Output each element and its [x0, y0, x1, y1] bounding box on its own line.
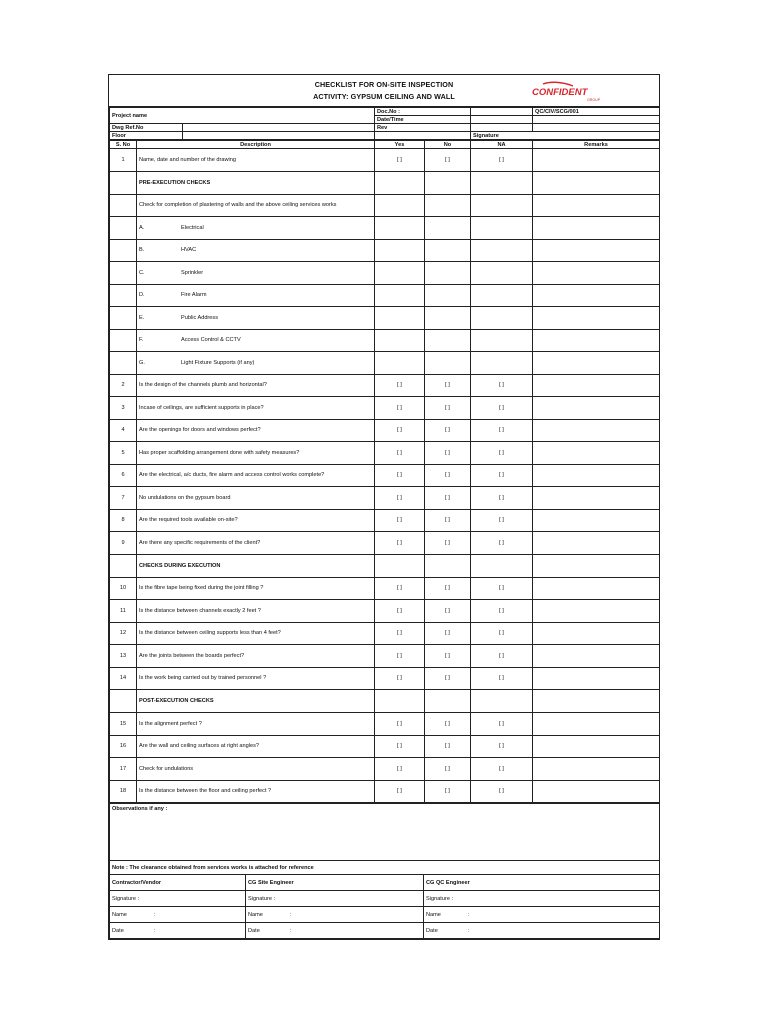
row-number: 11 — [110, 600, 137, 623]
remarks-field[interactable] — [533, 622, 660, 645]
check-na-box[interactable]: [ ] — [471, 780, 533, 803]
check-na-box — [471, 307, 533, 330]
check-na-box — [471, 554, 533, 577]
checklist-table — [109, 140, 660, 803]
section-header-row — [110, 690, 660, 713]
check-yes-box[interactable]: [ ] — [375, 419, 425, 442]
info-row-project — [110, 108, 660, 116]
row-number: 2 — [110, 374, 137, 397]
check-yes-box[interactable]: [ ] — [375, 532, 425, 555]
check-na-box[interactable]: [ ] — [471, 713, 533, 736]
checklist-sheet — [108, 74, 660, 940]
check-no-box[interactable]: [ ] — [425, 735, 471, 758]
row-number: 16 — [110, 735, 137, 758]
check-no-box — [425, 239, 471, 262]
row-description — [137, 352, 375, 375]
check-na-box[interactable]: [ ] — [471, 487, 533, 510]
row-description: Is the fibre tape being fixed during the joint filling ? — [137, 577, 375, 600]
table-row — [110, 735, 660, 758]
info-row-floor — [110, 132, 660, 140]
floor-label: Floor — [110, 132, 183, 140]
date-time-label: Date/Time — [375, 116, 471, 124]
row-description — [137, 239, 375, 262]
contractor-vendor-header: Contractor/Vendor — [110, 875, 246, 891]
check-yes-box[interactable]: [ ] — [375, 645, 425, 668]
check-na-box[interactable]: [ ] — [471, 758, 533, 781]
remarks-field[interactable] — [533, 171, 660, 194]
contractor-name-field[interactable] — [110, 907, 246, 923]
confident-group-logo — [529, 81, 609, 103]
table-row — [110, 307, 660, 330]
row-description: PRE-EXECUTION CHECKS — [137, 171, 375, 194]
check-na-box[interactable]: [ ] — [471, 149, 533, 172]
date-label: Date — [426, 927, 438, 934]
row-number: 4 — [110, 419, 137, 442]
remarks-field[interactable] — [533, 329, 660, 352]
check-no-box — [425, 171, 471, 194]
remarks-field[interactable] — [533, 284, 660, 307]
check-na-box — [471, 262, 533, 285]
check-no-box[interactable]: [ ] — [425, 600, 471, 623]
check-yes-box[interactable]: [ ] — [375, 487, 425, 510]
check-no-box[interactable]: [ ] — [425, 667, 471, 690]
row-description: Is the distance between the floor and ceiling perfect ? — [137, 780, 375, 803]
remarks-field[interactable] — [533, 509, 660, 532]
check-yes-box — [375, 284, 425, 307]
date-colon: : — [468, 927, 470, 934]
table-row — [110, 262, 660, 285]
site-engineer-signature-field[interactable]: Signature : — [246, 891, 424, 907]
table-row — [110, 600, 660, 623]
check-na-box[interactable]: [ ] — [471, 442, 533, 465]
section-header-row — [110, 554, 660, 577]
row-number: 9 — [110, 532, 137, 555]
check-no-box — [425, 352, 471, 375]
sub-item-prefix: B. — [139, 247, 145, 254]
row-description: Are the required tools available on-site? — [137, 509, 375, 532]
qc-engineer-name-field[interactable] — [424, 907, 660, 923]
check-no-box — [425, 554, 471, 577]
remarks-field[interactable] — [533, 487, 660, 510]
check-na-box[interactable]: [ ] — [471, 735, 533, 758]
sub-item-label: Electrical — [181, 224, 204, 231]
row-description: Is the distance between channels exactly 2 feet ? — [137, 600, 375, 623]
row-number — [110, 171, 137, 194]
row-number: 12 — [110, 622, 137, 645]
remarks-field[interactable] — [533, 194, 660, 217]
check-no-box[interactable]: [ ] — [425, 442, 471, 465]
row-description: Has proper scaffolding arrangement done with safety measures? — [137, 442, 375, 465]
col-sno-header: S. No — [110, 141, 137, 149]
row-description: Check for undulations — [137, 758, 375, 781]
doc-no-label: Doc.No : — [375, 108, 471, 116]
check-yes-box[interactable]: [ ] — [375, 509, 425, 532]
row-number — [110, 262, 137, 285]
check-no-box[interactable]: [ ] — [425, 645, 471, 668]
check-na-box — [471, 329, 533, 352]
observations-row — [110, 804, 660, 861]
check-yes-box — [375, 307, 425, 330]
document-header — [109, 75, 659, 107]
date-colon: : — [290, 927, 292, 934]
signoff-name-row — [110, 907, 660, 923]
name-colon: : — [468, 911, 470, 918]
check-na-box — [471, 352, 533, 375]
row-description: POST-EXECUTION CHECKS — [137, 690, 375, 713]
sub-item-prefix: G. — [139, 359, 145, 366]
col-no-header: No — [425, 141, 471, 149]
check-yes-box[interactable]: [ ] — [375, 442, 425, 465]
remarks-field[interactable] — [533, 352, 660, 375]
check-no-box[interactable]: [ ] — [425, 419, 471, 442]
row-description: Is the design of the channels plumb and horizontal? — [137, 374, 375, 397]
row-number: 18 — [110, 780, 137, 803]
row-description: Incase of ceilings, are sufficient supports in place? — [137, 397, 375, 420]
table-row — [110, 645, 660, 668]
check-yes-box[interactable]: [ ] — [375, 622, 425, 645]
row-number: 15 — [110, 713, 137, 736]
sub-item-label: Access Control & CCTV — [181, 337, 241, 344]
row-description — [137, 262, 375, 285]
signature-label: Signature — [471, 132, 660, 140]
row-description: Is the alignment perfect ? — [137, 713, 375, 736]
check-na-box[interactable]: [ ] — [471, 419, 533, 442]
check-no-box — [425, 262, 471, 285]
check-no-box — [425, 194, 471, 217]
check-na-box — [471, 217, 533, 240]
check-na-box[interactable]: [ ] — [471, 645, 533, 668]
check-no-box[interactable]: [ ] — [425, 374, 471, 397]
check-na-box — [471, 239, 533, 262]
row-number: 5 — [110, 442, 137, 465]
table-row — [110, 217, 660, 240]
check-yes-box[interactable]: [ ] — [375, 735, 425, 758]
row-description: Name, date and number of the drawing — [137, 149, 375, 172]
table-row — [110, 509, 660, 532]
check-no-box[interactable]: [ ] — [425, 464, 471, 487]
doc-no-spacer — [471, 108, 533, 116]
floor-extra-field[interactable] — [375, 132, 471, 140]
table-row — [110, 374, 660, 397]
check-yes-box[interactable]: [ ] — [375, 149, 425, 172]
name-label: Name — [426, 911, 441, 918]
row-number: 14 — [110, 667, 137, 690]
check-na-box — [471, 171, 533, 194]
row-number: 1 — [110, 149, 137, 172]
col-description-header: Description — [137, 141, 375, 149]
cg-site-engineer-header: CG Site Engineer — [246, 875, 424, 891]
check-yes-box[interactable]: [ ] — [375, 667, 425, 690]
remarks-field[interactable] — [533, 262, 660, 285]
remarks-field[interactable] — [533, 419, 660, 442]
rev-field[interactable] — [471, 124, 533, 132]
row-description: Are the wall and ceiling surfaces at right angles? — [137, 735, 375, 758]
table-row — [110, 194, 660, 217]
clearance-note: Note : The clearance obtained from services works is attached for reference — [110, 861, 660, 875]
remarks-field[interactable] — [533, 442, 660, 465]
cg-qc-engineer-header: CG QC Engineer — [424, 875, 660, 891]
table-row — [110, 149, 660, 172]
row-description — [137, 284, 375, 307]
check-yes-box — [375, 171, 425, 194]
signoff-date-row — [110, 923, 660, 939]
table-row — [110, 577, 660, 600]
site-engineer-date-field[interactable] — [246, 923, 424, 939]
table-row — [110, 284, 660, 307]
logo-text: CONFIDENT — [532, 87, 588, 98]
table-row — [110, 758, 660, 781]
floor-field[interactable] — [183, 132, 375, 140]
row-number: 10 — [110, 577, 137, 600]
table-row — [110, 713, 660, 736]
footer-table — [109, 803, 660, 939]
row-description: Is the distance between ceiling supports less than 4 feet? — [137, 622, 375, 645]
logo-subtext: GROUP — [587, 98, 601, 102]
project-info-table — [109, 107, 660, 140]
row-number: 8 — [110, 509, 137, 532]
info-row-dwg — [110, 124, 660, 132]
name-colon: : — [290, 911, 292, 918]
remarks-field[interactable] — [533, 217, 660, 240]
remarks-field[interactable] — [533, 374, 660, 397]
check-yes-box[interactable]: [ ] — [375, 758, 425, 781]
date-label: Date — [248, 927, 260, 934]
row-description: CHECKS DURING EXECUTION — [137, 554, 375, 577]
remarks-field[interactable] — [533, 645, 660, 668]
table-row — [110, 239, 660, 262]
name-label: Name — [248, 911, 263, 918]
dwg-ref-label: Dwg Ref.No — [110, 124, 183, 132]
row-number: 3 — [110, 397, 137, 420]
remarks-field[interactable] — [533, 149, 660, 172]
row-description: Are the joints between the boards perfect? — [137, 645, 375, 668]
check-yes-box[interactable]: [ ] — [375, 464, 425, 487]
remarks-field[interactable] — [533, 735, 660, 758]
qc-engineer-date-field[interactable] — [424, 923, 660, 939]
row-description: Are the openings for doors and windows perfect? — [137, 419, 375, 442]
row-number — [110, 329, 137, 352]
observations-label[interactable]: Observations if any : — [110, 804, 660, 861]
check-na-box — [471, 194, 533, 217]
remarks-field[interactable] — [533, 667, 660, 690]
sub-item-label: HVAC — [181, 247, 197, 254]
remarks-field[interactable] — [533, 307, 660, 330]
row-description — [137, 307, 375, 330]
name-colon: : — [154, 911, 156, 918]
remarks-field[interactable] — [533, 577, 660, 600]
check-yes-box — [375, 329, 425, 352]
check-na-box[interactable]: [ ] — [471, 374, 533, 397]
signoff-signature-row — [110, 891, 660, 907]
table-row — [110, 464, 660, 487]
document-title: CHECKLIST FOR ON-SITE INSPECTION — [314, 80, 454, 89]
remarks-field[interactable] — [533, 780, 660, 803]
note-row — [110, 861, 660, 875]
sub-item-label: Public Address — [181, 314, 219, 321]
remarks-field[interactable] — [533, 690, 660, 713]
row-number — [110, 217, 137, 240]
remarks-field[interactable] — [533, 554, 660, 577]
qc-engineer-signature-field[interactable]: Signature : — [424, 891, 660, 907]
table-row — [110, 532, 660, 555]
check-na-box[interactable]: [ ] — [471, 600, 533, 623]
check-no-box — [425, 284, 471, 307]
contractor-signature-field[interactable]: Signature : — [110, 891, 246, 907]
row-description: Is the work being carried out by trained personnel ? — [137, 667, 375, 690]
table-row — [110, 352, 660, 375]
table-row — [110, 442, 660, 465]
check-no-box[interactable]: [ ] — [425, 397, 471, 420]
remarks-field[interactable] — [533, 239, 660, 262]
check-no-box[interactable]: [ ] — [425, 509, 471, 532]
check-yes-box — [375, 262, 425, 285]
check-yes-box — [375, 194, 425, 217]
date-colon: : — [154, 927, 156, 934]
section-header-row — [110, 171, 660, 194]
check-na-box[interactable]: [ ] — [471, 532, 533, 555]
checklist-rows — [110, 149, 660, 803]
check-na-box[interactable]: [ ] — [471, 509, 533, 532]
check-yes-box — [375, 554, 425, 577]
check-no-box[interactable]: [ ] — [425, 149, 471, 172]
rev-value[interactable] — [533, 124, 660, 132]
table-row — [110, 329, 660, 352]
row-description: No undulations on the gypsum board — [137, 487, 375, 510]
date-time-value[interactable] — [533, 116, 660, 124]
check-yes-box — [375, 239, 425, 262]
check-yes-box[interactable]: [ ] — [375, 600, 425, 623]
row-description — [137, 217, 375, 240]
row-number: 7 — [110, 487, 137, 510]
check-na-box[interactable]: [ ] — [471, 397, 533, 420]
remarks-field[interactable] — [533, 600, 660, 623]
row-number — [110, 284, 137, 307]
check-no-box[interactable]: [ ] — [425, 487, 471, 510]
row-number — [110, 690, 137, 713]
sub-item-prefix: F. — [139, 337, 144, 344]
check-yes-box[interactable]: [ ] — [375, 397, 425, 420]
doc-no-value: QC/CIV/SCG/001 — [533, 108, 660, 116]
table-row — [110, 419, 660, 442]
remarks-field[interactable] — [533, 397, 660, 420]
check-no-box — [425, 217, 471, 240]
sub-item-prefix: E. — [139, 314, 145, 321]
check-na-box[interactable]: [ ] — [471, 667, 533, 690]
sub-item-label: Fire Alarm — [181, 292, 207, 299]
check-na-box[interactable]: [ ] — [471, 464, 533, 487]
table-row — [110, 780, 660, 803]
row-description — [137, 329, 375, 352]
check-yes-box[interactable]: [ ] — [375, 374, 425, 397]
row-number: 13 — [110, 645, 137, 668]
row-number: 6 — [110, 464, 137, 487]
remarks-field[interactable] — [533, 532, 660, 555]
check-na-box[interactable]: [ ] — [471, 577, 533, 600]
check-no-box[interactable]: [ ] — [425, 532, 471, 555]
check-no-box — [425, 690, 471, 713]
check-no-box[interactable]: [ ] — [425, 713, 471, 736]
column-headers — [110, 141, 660, 149]
date-time-field[interactable] — [471, 116, 533, 124]
row-number — [110, 239, 137, 262]
row-number — [110, 307, 137, 330]
table-row — [110, 487, 660, 510]
date-label: Date — [112, 927, 124, 934]
contractor-date-field[interactable] — [110, 923, 246, 939]
sub-item-prefix: D. — [139, 292, 145, 299]
check-yes-box — [375, 690, 425, 713]
col-na-header: NA — [471, 141, 533, 149]
check-yes-box — [375, 217, 425, 240]
check-no-box[interactable]: [ ] — [425, 758, 471, 781]
rev-label: Rev — [375, 124, 471, 132]
check-yes-box[interactable]: [ ] — [375, 577, 425, 600]
row-description: Check for completion of plastering of walls and the above ceiling services works — [137, 194, 375, 217]
dwg-ref-field[interactable] — [183, 124, 375, 132]
check-no-box[interactable]: [ ] — [425, 622, 471, 645]
table-row — [110, 622, 660, 645]
row-number — [110, 554, 137, 577]
check-no-box[interactable]: [ ] — [425, 780, 471, 803]
check-yes-box[interactable]: [ ] — [375, 713, 425, 736]
signoff-header-row — [110, 875, 660, 891]
check-na-box — [471, 690, 533, 713]
table-row — [110, 667, 660, 690]
name-label: Name — [112, 911, 127, 918]
sub-item-prefix: A. — [139, 224, 145, 231]
remarks-field[interactable] — [533, 464, 660, 487]
check-yes-box — [375, 352, 425, 375]
row-number — [110, 194, 137, 217]
remarks-field[interactable] — [533, 713, 660, 736]
project-name-label: Project name — [110, 108, 375, 124]
sub-item-prefix: C. — [139, 269, 145, 276]
row-number: 17 — [110, 758, 137, 781]
row-description: Are the electrical, a/c ducts, fire alarm and access control works complete? — [137, 464, 375, 487]
check-no-box — [425, 307, 471, 330]
check-no-box — [425, 329, 471, 352]
sub-item-label: Sprinkler — [181, 269, 204, 276]
check-yes-box[interactable]: [ ] — [375, 780, 425, 803]
row-number — [110, 352, 137, 375]
col-yes-header: Yes — [375, 141, 425, 149]
check-na-box — [471, 284, 533, 307]
col-remarks-header: Remarks — [533, 141, 660, 149]
sub-item-label: Light Fixture Supports (if any) — [181, 359, 255, 366]
row-description: Are there any specific requirements of the client? — [137, 532, 375, 555]
check-na-box[interactable]: [ ] — [471, 622, 533, 645]
activity-title: ACTIVITY: GYPSUM CEILING AND WALL — [313, 92, 455, 101]
remarks-field[interactable] — [533, 758, 660, 781]
table-row — [110, 397, 660, 420]
check-no-box[interactable]: [ ] — [425, 577, 471, 600]
site-engineer-name-field[interactable] — [246, 907, 424, 923]
